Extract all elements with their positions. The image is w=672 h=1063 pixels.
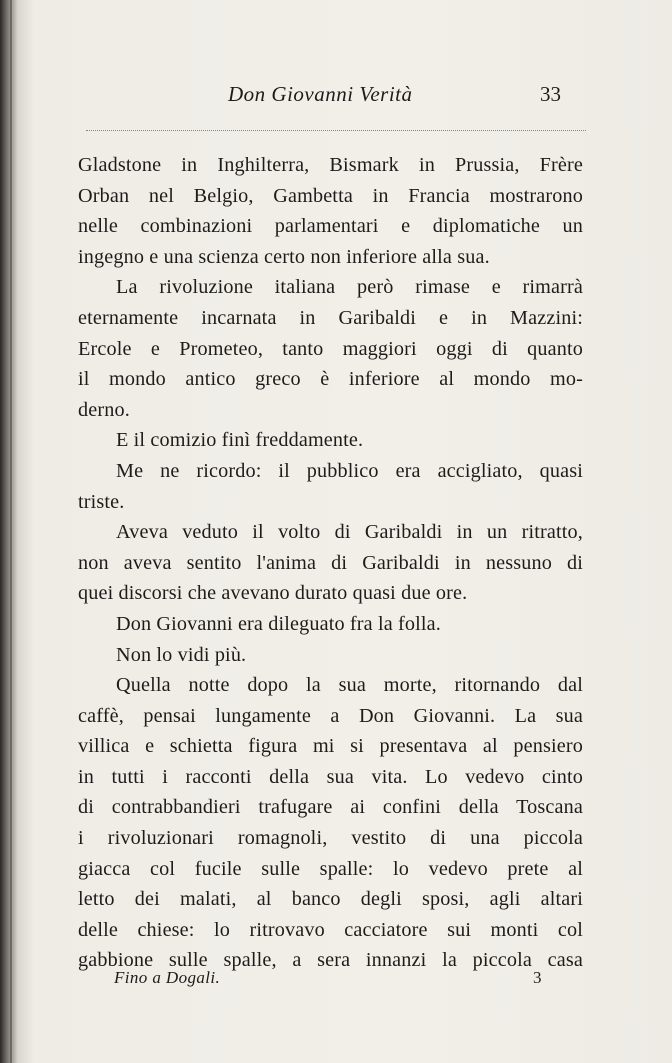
running-head-title: Don Giovanni Verità xyxy=(228,82,413,106)
text-line: non aveva sentito l'anima di Garibaldi in nessuno di xyxy=(78,551,583,574)
text-line: Me ne ricordo: il pubblico era accigliato, quasi xyxy=(116,459,583,482)
text-line: Aveva veduto il volto di Garibaldi in un ritratto, xyxy=(116,521,583,544)
text-line: Quella notte dopo la sua morte, ritornando dal xyxy=(116,674,583,697)
binding-shadow xyxy=(10,0,12,1063)
running-head xyxy=(0,82,672,112)
text-line: letto dei malati, al banco degli sposi, agli altari xyxy=(78,888,583,911)
header-rule xyxy=(86,130,586,131)
text-line: La rivoluzione italiana però rimase e rimarrà xyxy=(116,276,583,299)
text-line: il mondo antico greco è inferiore al mondo mo- xyxy=(78,368,583,391)
text-line: delle chiese: lo ritrovavo cacciatore sui monti col xyxy=(78,918,583,941)
text-line: E il comizio finì freddamente. xyxy=(116,429,364,452)
body-text xyxy=(78,150,583,976)
text-line: triste. xyxy=(78,490,125,513)
text-line: Don Giovanni era dileguato fra la folla. xyxy=(116,612,441,635)
sheet-number: 3 xyxy=(533,968,542,987)
signature-mark: Fino a Dogali. xyxy=(114,968,221,987)
text-line: Ercole e Prometeo, tanto maggiori oggi di quanto xyxy=(78,337,583,360)
page-number: 33 xyxy=(540,82,561,106)
text-line: caffè, pensai lungamente a Don Giovanni. La sua xyxy=(78,704,583,727)
text-line: di contrabbandieri trafugare ai confini della Toscana xyxy=(78,796,583,819)
text-line: eternamente incarnata in Garibaldi e in Mazzini: xyxy=(78,306,583,329)
text-line: in tutti i racconti della sua vita. Lo vedevo cinto xyxy=(78,765,583,788)
text-line: Orban nel Belgio, Gambetta in Francia mostrarono xyxy=(78,184,583,207)
text-line: nelle combinazioni parlamentari e diplomatiche un xyxy=(78,215,583,238)
text-line: villica e schietta figura mi si presentava al pensiero xyxy=(78,735,583,758)
text-line: giacca col fucile sulle spalle: lo vedevo prete al xyxy=(78,857,583,880)
page-footer xyxy=(0,968,672,994)
text-line: ingegno e una scienza certo non inferiore alla sua. xyxy=(78,245,490,268)
text-line: gabbione sulle spalle, a sera innanzi la piccola casa xyxy=(78,949,583,972)
text-line: derno. xyxy=(78,398,130,421)
text-line: Gladstone in Inghilterra, Bismark in Prussia, Frère xyxy=(78,154,583,176)
text-line: quei discorsi che avevano durato quasi due ore. xyxy=(78,582,468,605)
text-line: i rivoluzionari romagnoli, vestito di una piccola xyxy=(78,827,583,850)
text-line: Non lo vidi più. xyxy=(116,643,247,666)
